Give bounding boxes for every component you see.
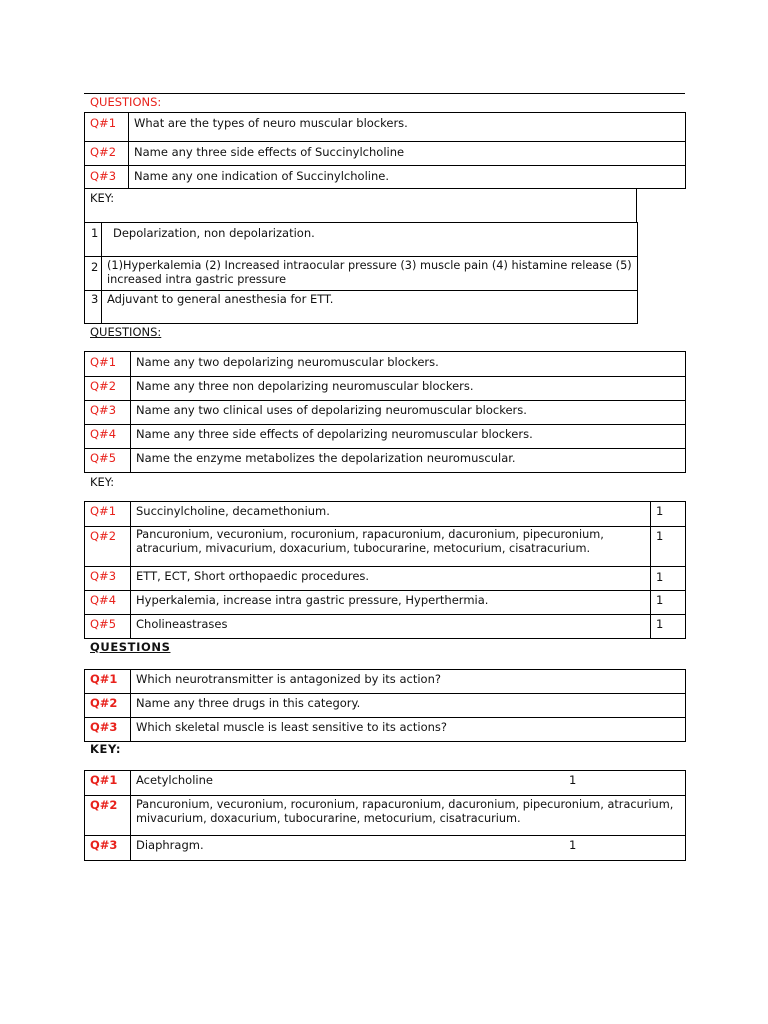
key-text <box>131 771 686 796</box>
table-row <box>85 401 686 425</box>
table-row <box>85 113 686 142</box>
key-number: Q#5 <box>85 615 131 639</box>
question-text: Name any three non depolarizing neuromuscular blockers. <box>131 377 686 401</box>
question-number: Q#3 <box>85 166 129 189</box>
section1-key-heading: KEY: <box>90 191 115 205</box>
table-row <box>85 142 686 166</box>
key-number: Q#4 <box>85 591 131 615</box>
key-mark: 1 <box>651 527 686 567</box>
question-number: Q#1 <box>85 113 129 142</box>
section1-key-table <box>84 222 638 324</box>
key-number: Q#2 <box>85 796 131 836</box>
top-rule <box>84 93 685 94</box>
section1-heading: QUESTIONS: <box>90 95 162 109</box>
table-row <box>85 670 686 694</box>
table-row <box>85 502 686 527</box>
question-text: Name any three side effects of depolarizing neuromuscular blockers. <box>131 425 686 449</box>
section3-heading: QUESTIONS <box>90 640 171 654</box>
question-number: Q#2 <box>85 142 129 166</box>
section3-key-table <box>84 770 686 861</box>
question-number: Q#3 <box>85 401 131 425</box>
table-row <box>85 615 686 639</box>
key-text: Adjuvant to general anesthesia for ETT. <box>102 291 638 324</box>
section2-key-heading: KEY: <box>90 475 115 489</box>
key-number: Q#1 <box>85 771 131 796</box>
key-number: Q#1 <box>85 502 131 527</box>
table-row <box>85 718 686 742</box>
table-row <box>85 291 638 324</box>
key-text: Cholineastrases <box>131 615 651 639</box>
section2-questions-table <box>84 351 686 473</box>
section3-questions-table <box>84 669 686 742</box>
key-text: Pancuronium, vecuronium, rocuronium, rapacuronium, dacuronium, pipecuronium, atracurium, mivacurium, doxacurium, tubocurarine, metocurium, cisatracurium. <box>131 527 651 567</box>
section1-questions-table <box>84 112 686 189</box>
table-row <box>85 694 686 718</box>
question-text: Name any three drugs in this category. <box>131 694 686 718</box>
table-row <box>85 771 686 796</box>
key-mark: 1 <box>651 615 686 639</box>
table-row <box>85 377 686 401</box>
key-text <box>131 836 686 861</box>
table-row <box>85 257 638 291</box>
key-mark: 1 <box>651 591 686 615</box>
question-number: Q#1 <box>85 352 131 377</box>
table-row <box>85 591 686 615</box>
question-text: Name the enzyme metabolizes the depolarization neuromuscular. <box>131 449 686 473</box>
question-text: Name any three side effects of Succinylcholine <box>129 142 686 166</box>
key-text: ETT, ECT, Short orthopaedic procedures. <box>131 567 651 591</box>
table-row <box>85 425 686 449</box>
question-number: Q#3 <box>85 718 131 742</box>
key-text: Succinylcholine, decamethonium. <box>131 502 651 527</box>
key-number: 3 <box>85 291 102 324</box>
key-mark: 1 <box>651 567 686 591</box>
table-row <box>85 796 686 836</box>
key-number: Q#2 <box>85 527 131 567</box>
question-number: Q#1 <box>85 670 131 694</box>
question-text: Which skeletal muscle is least sensitive to its actions? <box>131 718 686 742</box>
question-text: Name any two clinical uses of depolarizing neuromuscular blockers. <box>131 401 686 425</box>
question-number: Q#4 <box>85 425 131 449</box>
key-number: Q#3 <box>85 567 131 591</box>
table-row <box>85 223 638 257</box>
question-text: What are the types of neuro muscular blockers. <box>129 113 686 142</box>
key-text-value: Acetylcholine <box>136 773 213 787</box>
table-row <box>85 449 686 473</box>
section1-key-frame <box>84 189 637 222</box>
key-text-value: Pancuronium, vecuronium, rocuronium, rapacuronium, dacuronium, pipecuronium, atracurium, mivacurium, doxacurium, tubocurarine, metocurium, cisatracurium. <box>136 798 674 825</box>
question-number: Q#5 <box>85 449 131 473</box>
question-text: Name any two depolarizing neuromuscular blockers. <box>131 352 686 377</box>
table-row <box>85 527 686 567</box>
key-mark: 1 <box>569 773 577 787</box>
key-number: 2 <box>85 257 102 291</box>
question-text: Name any one indication of Succinylcholine. <box>129 166 686 189</box>
key-number: 1 <box>85 223 102 257</box>
question-number: Q#2 <box>85 377 131 401</box>
table-row <box>85 352 686 377</box>
key-text: (1)Hyperkalemia (2) Increased intraocular pressure (3) muscle pain (4) histamine release (5) increased intra gastric pressure <box>102 257 638 291</box>
key-number: Q#3 <box>85 836 131 861</box>
key-mark: 1 <box>569 838 577 852</box>
key-text <box>131 796 686 836</box>
table-row <box>85 166 686 189</box>
key-text: Depolarization, non depolarization. <box>102 223 638 257</box>
question-number: Q#2 <box>85 694 131 718</box>
section2-key-table <box>84 501 686 639</box>
key-text: Hyperkalemia, increase intra gastric pressure, Hyperthermia. <box>131 591 651 615</box>
key-mark: 1 <box>651 502 686 527</box>
section2-heading: QUESTIONS: <box>90 325 162 339</box>
table-row <box>85 836 686 861</box>
question-text: Which neurotransmitter is antagonized by its action? <box>131 670 686 694</box>
table-row <box>85 567 686 591</box>
section3-key-heading: KEY: <box>90 742 122 756</box>
key-text-value: Diaphragm. <box>136 838 204 852</box>
